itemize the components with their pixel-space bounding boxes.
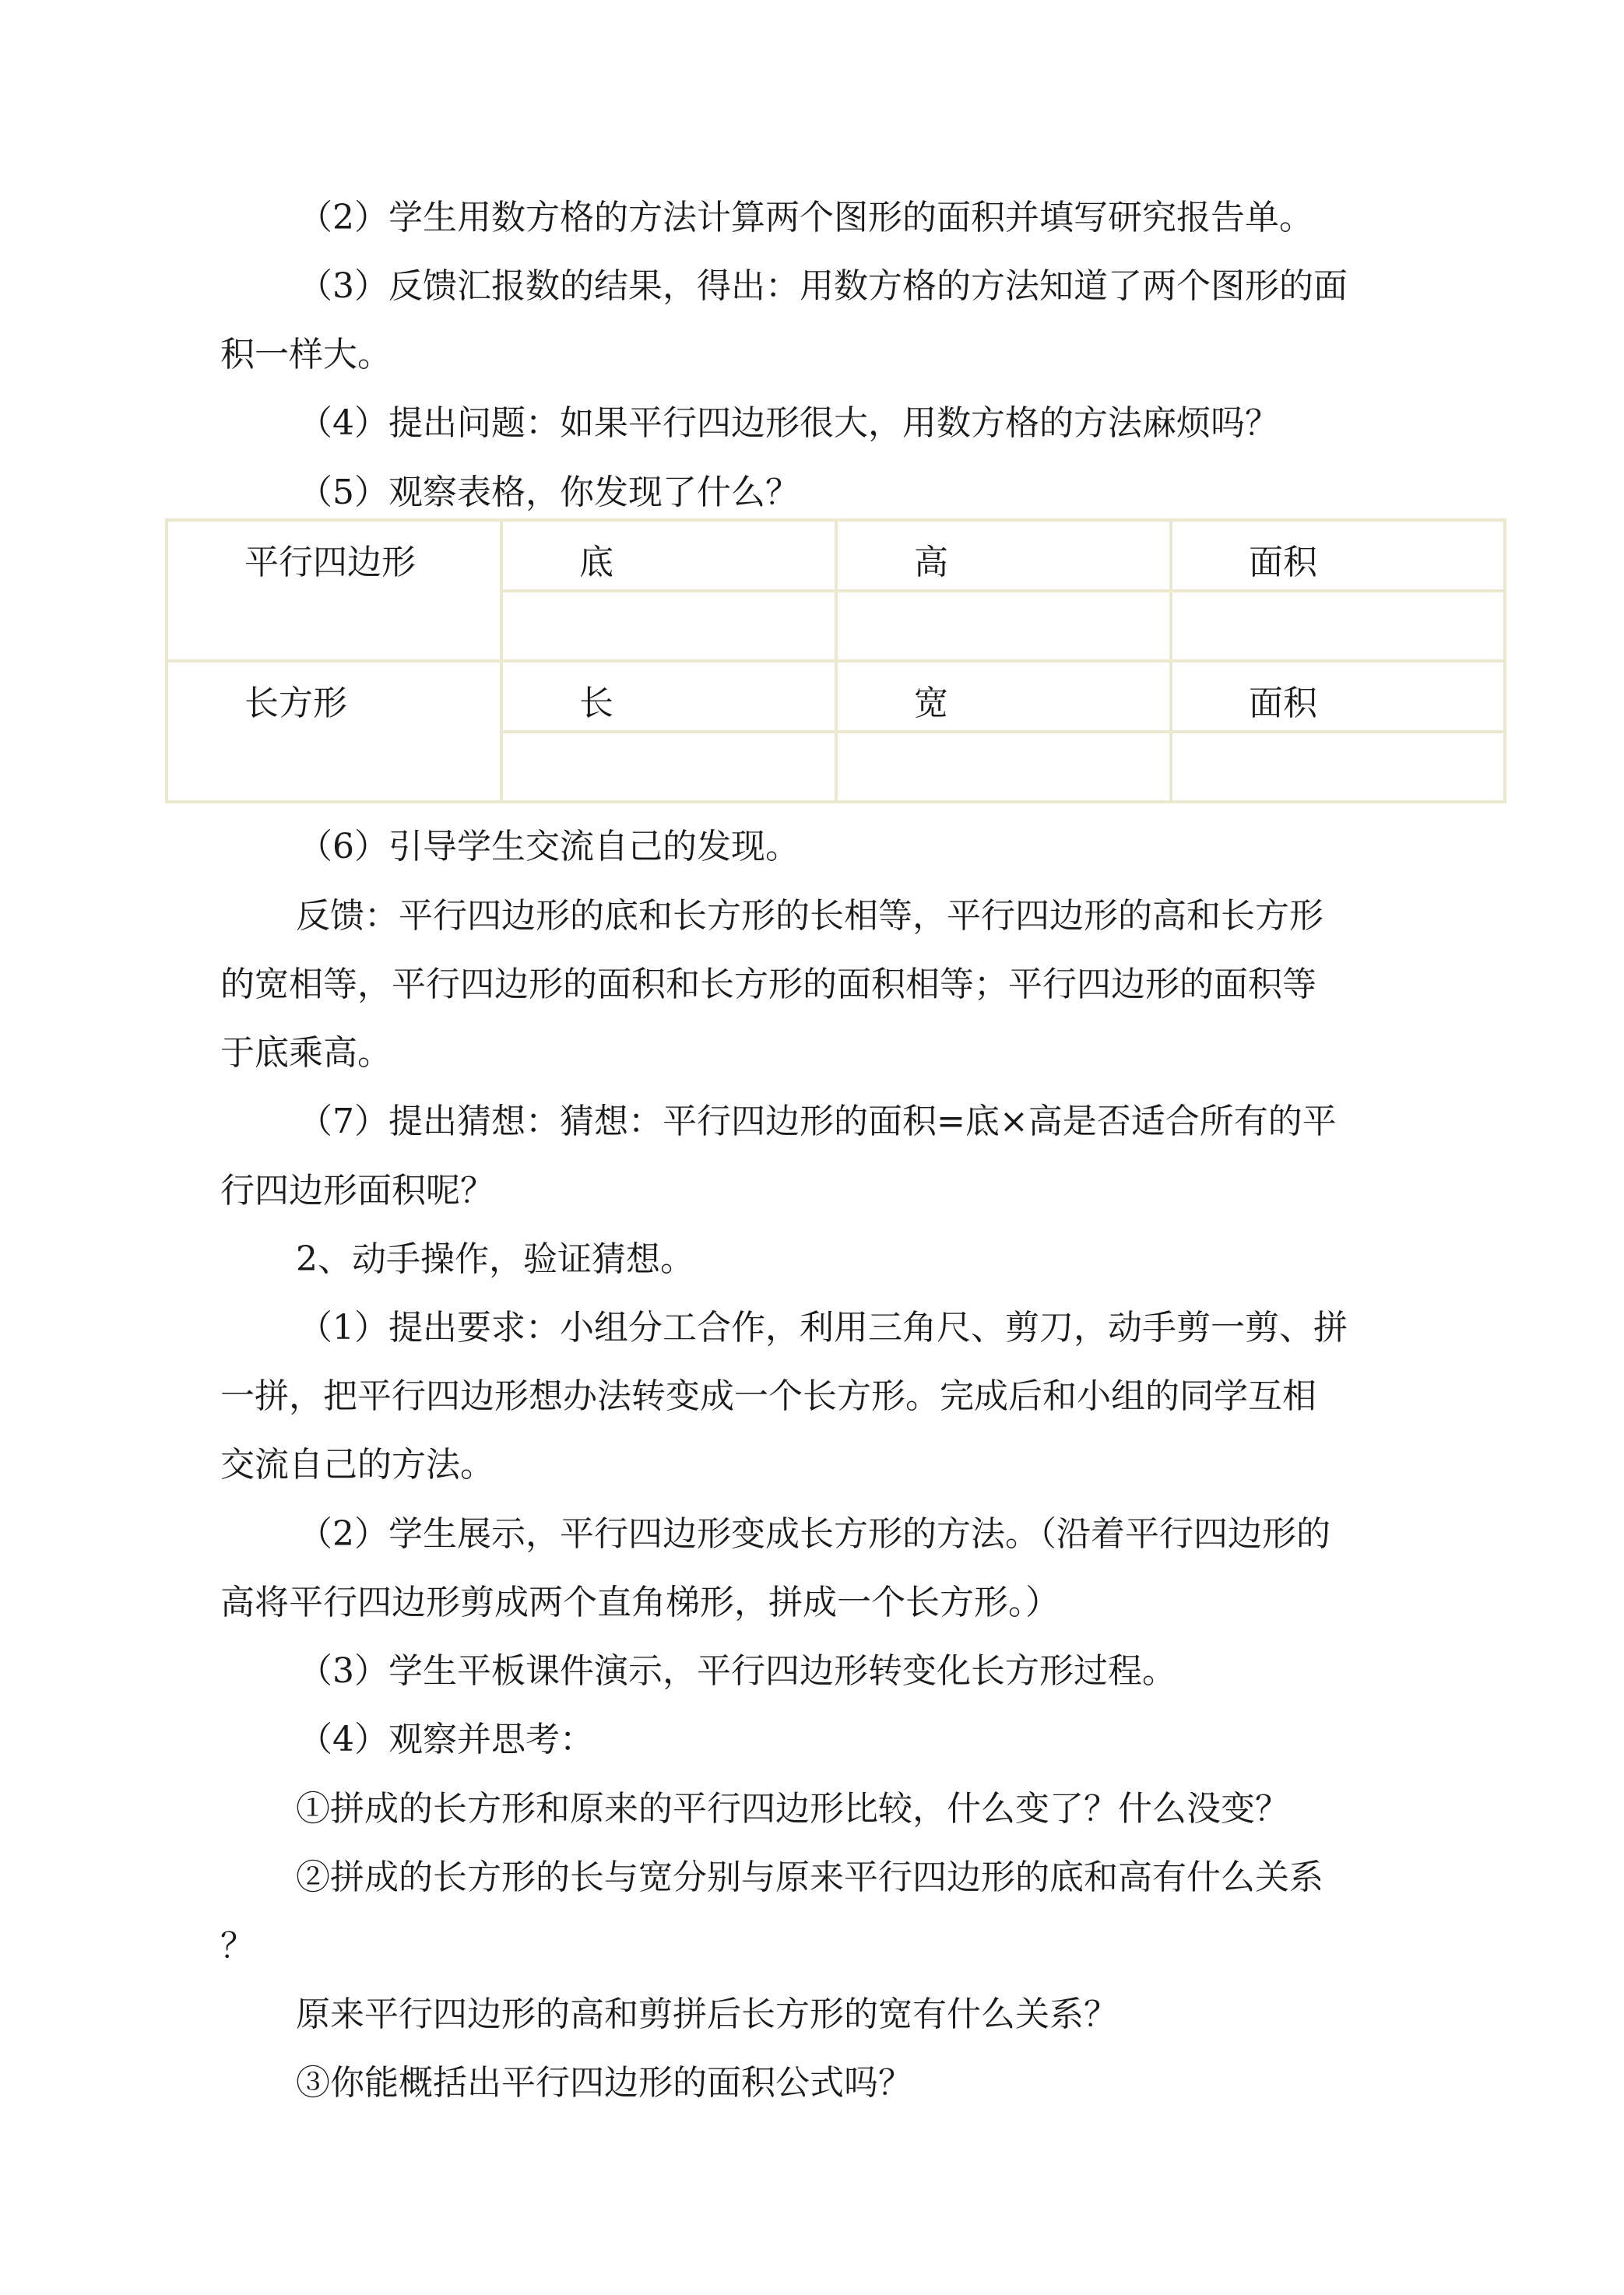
paragraph-op-3: （3）学生平板课件演示，平行四边形转变化长方形过程。	[298, 1651, 1176, 1691]
cell-text: 长方形	[244, 684, 347, 723]
table-cell-length	[501, 661, 836, 732]
question-2-line1: ②拼成的长方形的长与宽分别与原来平行四边形的底和高有什么关系	[296, 1857, 1323, 1897]
table-row	[167, 661, 1505, 732]
paragraph-step-5: （5）观察表格，你发现了什么？	[298, 473, 800, 512]
table-cell-empty	[501, 732, 836, 803]
table-cell-rectangle	[167, 661, 501, 802]
table-cell-empty	[1171, 732, 1505, 803]
table-cell-parallelogram	[167, 520, 501, 661]
table-cell-height	[836, 520, 1171, 591]
table-row	[167, 520, 1505, 591]
paragraph-feedback-line1: 反馈：平行四边形的底和长方形的长相等，平行四边形的高和长方形	[296, 896, 1323, 936]
cell-text: 高	[914, 543, 948, 582]
paragraph-step-4: （4）提出问题：如果平行四边形很大，用数方格的方法麻烦吗？	[298, 403, 1279, 443]
paragraph-op-1-line2: 一拼，把平行四边形想办法转变成一个长方形。完成后和小组的同学互相	[220, 1376, 1316, 1416]
table-cell-empty	[836, 591, 1171, 662]
cell-text: 长	[579, 684, 613, 723]
paragraph-op-1-line1: （1）提出要求：小组分工合作，利用三角尺、剪刀，动手剪一剪、拼	[298, 1308, 1348, 1348]
paragraph-op-4: （4）观察并思考：	[298, 1720, 594, 1759]
table-cell-width	[836, 661, 1171, 732]
paragraph-step-7-line1: （7）提出猜想：猜想：平行四边形的面积=底×高是否适合所有的平	[298, 1102, 1337, 1141]
paragraph-step-2: （2）学生用数方格的方法计算两个图形的面积并填写研究报告单。	[298, 198, 1313, 237]
table-cell-base	[501, 520, 836, 591]
cell-text: 底	[579, 543, 613, 582]
table-cell-area	[1171, 661, 1505, 732]
table-cell-empty	[501, 591, 836, 662]
cell-text: 平行四边形	[244, 543, 416, 582]
paragraph-feedback-line3: 于底乘高。	[220, 1033, 392, 1073]
cell-text: 面积	[1249, 543, 1317, 582]
comparison-table	[165, 518, 1506, 803]
paragraph-op-1-line3: 交流自己的方法。	[220, 1445, 494, 1485]
paragraph-step-6: （6）引导学生交流自己的发现。	[298, 827, 800, 866]
paragraph-feedback-line2: 的宽相等，平行四边形的面积和长方形的面积相等；平行四边形的面积等	[220, 965, 1316, 1004]
paragraph-step-3-line2: 积一样大。	[220, 335, 392, 374]
question-3: ③你能概括出平行四边形的面积公式吗？	[296, 2063, 912, 2103]
paragraph-op-2-line1: （2）学生展示，平行四边形变成长方形的方法。（沿着平行四边形的	[298, 1514, 1330, 1554]
paragraph-step-3-line1: （3）反馈汇报数的结果，得出：用数方格的方法知道了两个图形的面	[298, 266, 1348, 306]
cell-text: 面积	[1249, 684, 1317, 723]
paragraph-op-2-line2: 高将平行四边形剪成两个直角梯形，拼成一个长方形。）	[220, 1583, 1060, 1622]
table-cell-empty	[836, 732, 1171, 803]
table-cell-empty	[1171, 591, 1505, 662]
cell-text: 宽	[914, 684, 948, 723]
question-2-followup: 原来平行四边形的高和剪拼后长方形的宽有什么关系？	[296, 1995, 1118, 2034]
paragraph-step-7-line2: 行四边形面积呢？	[220, 1171, 494, 1211]
question-2-line2: ？	[220, 1926, 255, 1966]
table-cell-area	[1171, 520, 1505, 591]
section-heading-2: 2、动手操作，验证猜想。	[296, 1239, 694, 1279]
question-1: ①拼成的长方形和原来的平行四边形比较，什么变了？什么没变？	[296, 1789, 1289, 1829]
